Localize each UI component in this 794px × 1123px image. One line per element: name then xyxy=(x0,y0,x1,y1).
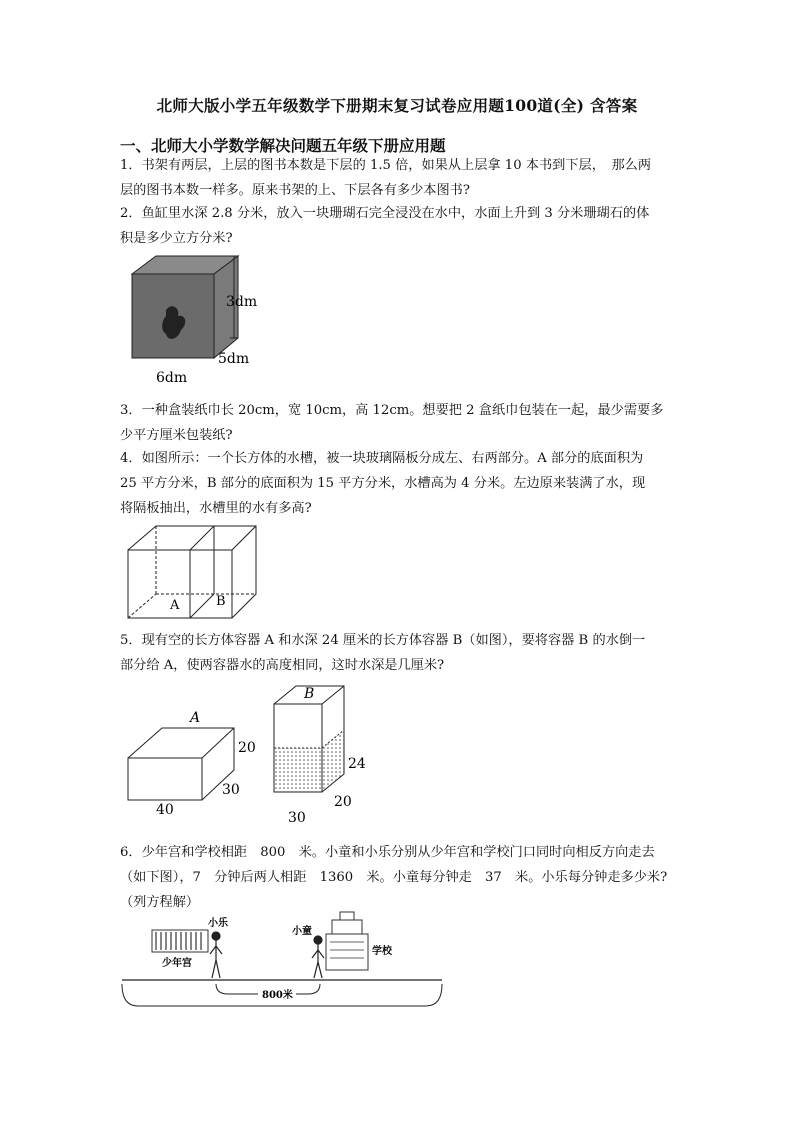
problem-5 xyxy=(120,628,680,678)
container-b-water-depth: 24 xyxy=(348,756,366,772)
problem-5-line-2: 部分给 A，使两容器水的高度相同，这时水深是几厘米? xyxy=(120,658,445,673)
tank-depth-label: 5dm xyxy=(218,351,250,367)
fish-tank-figure xyxy=(126,250,266,390)
problem-6-line-1: 6．少年宫和学校相距 800 米。小童和小乐分别从少年宫和学校门口同时向相反方向走去 xyxy=(120,845,655,860)
problem-4-line-2: 25 平方分米，B 部分的底面积为 15 平方分米，水槽高为 4 分米。左边原来装满了水，现 xyxy=(120,476,646,491)
school-building xyxy=(326,912,368,970)
problem-3-line-1: 3．一种盒装纸巾长 20cm，宽 10cm，高 12cm。想要把 2 盒纸巾包装在一起，最少需要多 xyxy=(120,403,664,418)
tank-height-label: 3dm xyxy=(226,294,258,310)
problem-2 xyxy=(120,201,680,251)
school-label: 学校 xyxy=(372,946,392,957)
part-b-label: B xyxy=(216,594,226,609)
problem-4 xyxy=(120,446,680,521)
distance-label: 800米 xyxy=(262,990,293,1001)
xiaotong-person-icon xyxy=(312,936,324,978)
container-a xyxy=(128,728,234,800)
problem-3-line-2: 少平方厘米包装纸? xyxy=(120,428,233,443)
xiaotong-label: 小童 xyxy=(292,926,312,937)
problem-6 xyxy=(120,840,680,915)
walking-diagram xyxy=(118,908,446,1018)
container-a-label: A xyxy=(190,710,201,726)
youth-palace-building xyxy=(152,930,208,952)
youth-palace-label: 少年宫 xyxy=(162,958,192,969)
problem-6-line-2: （如下图），7 分钟后两人相距 1360 米。小童每分钟走 37 米。小乐每分钟走多少米? xyxy=(120,870,668,885)
container-a-width: 40 xyxy=(156,802,174,818)
container-b-depth: 20 xyxy=(334,794,352,810)
problem-3 xyxy=(120,398,680,448)
tank-width-label: 6dm xyxy=(156,370,188,386)
page-title: 北师大版小学五年级数学下册期末复习试卷应用题100道(全) 含答案 xyxy=(156,96,638,115)
water-trough-figure xyxy=(124,522,274,622)
xiaole-person-icon xyxy=(210,932,222,978)
container-b-width: 30 xyxy=(288,810,306,826)
problem-6-line-3: （列方程解） xyxy=(120,895,200,910)
problem-1 xyxy=(120,153,680,203)
containers-figure xyxy=(122,682,372,828)
problem-5-line-1: 5．现有空的长方体容器 A 和水深 24 厘米的长方体容器 B（如图），要将容器 B 的水倒一 xyxy=(120,633,646,648)
problem-1-line-1: 1．书架有两层，上层的图书本数是下层的 1.5 倍，如果从上层拿 10 本书到下层， 那么两 xyxy=(120,158,652,173)
xiaole-label: 小乐 xyxy=(208,918,228,929)
problem-2-line-1: 2．鱼缸里水深 2.8 分米，放入一块珊瑚石完全浸没在水中，水面上升到 3 分米珊瑚石的体 xyxy=(120,206,650,221)
problem-1-line-2: 层的图书本数一样多。原来书架的上、下层各有多少本图书? xyxy=(120,183,470,198)
container-b-label: B xyxy=(304,686,315,702)
container-a-height: 20 xyxy=(238,740,256,756)
part-a-label: A xyxy=(170,598,180,613)
problem-2-line-2: 积是多少立方分米? xyxy=(120,231,233,246)
container-a-depth: 30 xyxy=(222,782,240,798)
problem-4-line-1: 4．如图所示：一个长方体的水槽，被一块玻璃隔板分成左、右两部分。A 部分的底面积为 xyxy=(120,451,644,466)
section-heading: 一、北师大小学数学解决问题五年级下册应用题 xyxy=(120,136,446,155)
problem-4-line-3: 将隔板抽出，水槽里的水有多高? xyxy=(120,501,312,516)
